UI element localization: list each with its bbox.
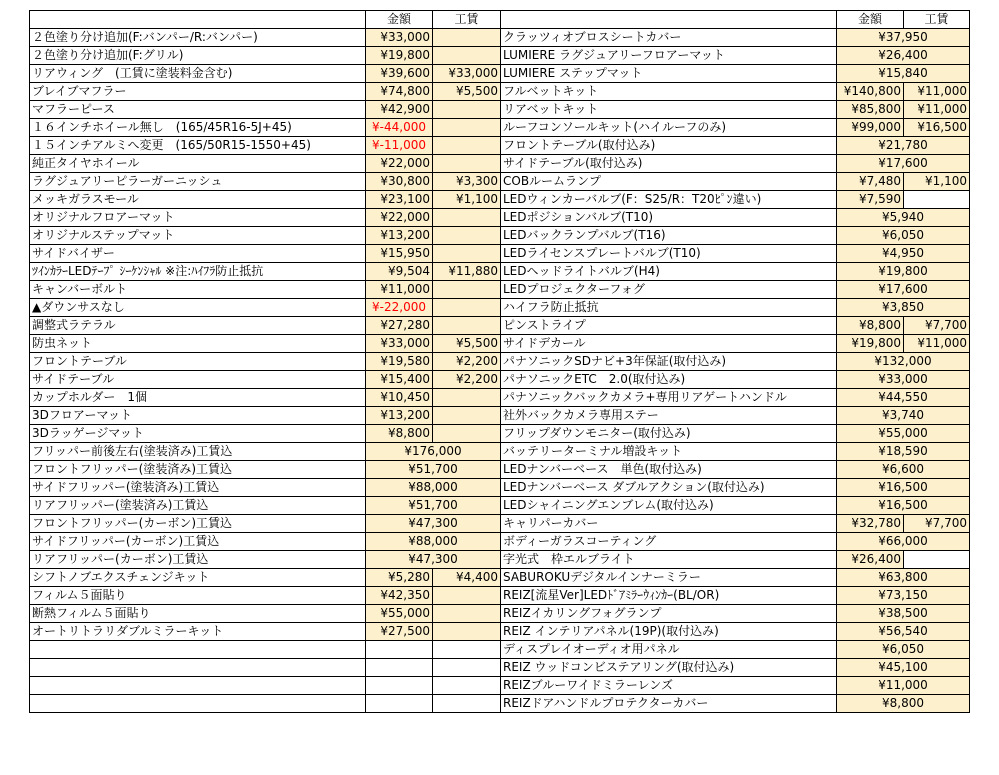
left-item-name: オートリトラリダブルミラーキット <box>30 623 366 641</box>
left-item-name: サイドフリッパー(カーボン)工賃込 <box>30 533 366 551</box>
right-item-price: ¥21,780 <box>837 137 970 155</box>
table-row <box>30 137 970 155</box>
right-item-price: ¥26,400 <box>837 47 970 65</box>
table-row <box>30 299 970 317</box>
left-item-price: ¥176,000 <box>366 443 501 461</box>
right-item-name: REIZ ウッドコンビステアリング(取付込み) <box>501 659 837 677</box>
left-item-price: ¥39,600 <box>366 65 433 83</box>
right-item-price: ¥18,590 <box>837 443 970 461</box>
left-item-price <box>366 659 433 677</box>
right-item-price: ¥6,050 <box>837 227 970 245</box>
left-item-name: フロントテーブル <box>30 353 366 371</box>
left-item-labor <box>433 209 501 227</box>
table-row <box>30 65 970 83</box>
table-row <box>30 407 970 425</box>
right-item-name: パナソニックバックカメラ+専用リアゲートハンドル <box>501 389 837 407</box>
right-item-name: LEDプロジェクターフォグ <box>501 281 837 299</box>
left-item-price: ¥-22,000 <box>366 299 433 317</box>
table-row <box>30 677 970 695</box>
right-item-price: ¥11,000 <box>837 677 970 695</box>
right-item-name: 字光式 枠エルブライト <box>501 551 837 569</box>
left-item-price: ¥22,000 <box>366 209 433 227</box>
right-item-name: ディスプレイオーディオ用パネル <box>501 641 837 659</box>
table-row <box>30 83 970 101</box>
left-item-labor: ¥4,400 <box>433 569 501 587</box>
left-item-price: ¥15,950 <box>366 245 433 263</box>
left-item-labor <box>433 407 501 425</box>
left-item-labor <box>433 623 501 641</box>
left-item-price: ¥88,000 <box>366 479 501 497</box>
left-item-labor: ¥11,880 <box>433 263 501 281</box>
header-price-right: 金額 <box>837 11 904 29</box>
left-item-labor: ¥5,500 <box>433 335 501 353</box>
right-item-name: ハイフラ防止抵抗 <box>501 299 837 317</box>
left-item-price: ¥74,800 <box>366 83 433 101</box>
left-item-labor <box>433 227 501 245</box>
right-item-price: ¥3,850 <box>837 299 970 317</box>
table-row <box>30 335 970 353</box>
left-item-labor <box>433 101 501 119</box>
right-item-name: リアベットキット <box>501 101 837 119</box>
table-row <box>30 155 970 173</box>
right-item-name: LEDシャイニングエンブレム(取付込み) <box>501 497 837 515</box>
left-item-name <box>30 695 366 713</box>
left-item-labor <box>433 587 501 605</box>
right-item-price: ¥63,800 <box>837 569 970 587</box>
left-item-name <box>30 677 366 695</box>
right-item-name: LEDナンバーベース ダブルアクション(取付込み) <box>501 479 837 497</box>
right-item-price: ¥66,000 <box>837 533 970 551</box>
table-row <box>30 659 970 677</box>
left-item-name: 防虫ネット <box>30 335 366 353</box>
right-item-name: REIZブルーワイドミラーレンズ <box>501 677 837 695</box>
table-row <box>30 587 970 605</box>
right-item-name: LEDウィンカーバルブ(F：S25/R：T20ﾋﾟﾝ違い) <box>501 191 837 209</box>
left-item-labor <box>433 137 501 155</box>
left-item-name: サイドフリッパー(塗装済み)工賃込 <box>30 479 366 497</box>
left-item-labor <box>433 119 501 137</box>
right-item-price: ¥8,800 <box>837 695 970 713</box>
left-item-name: フィルム５面貼り <box>30 587 366 605</box>
left-item-name: オリジナルフロアーマット <box>30 209 366 227</box>
left-item-price: ¥33,000 <box>366 29 433 47</box>
right-item-name: REIZ インテリアパネル(19P)(取付込み) <box>501 623 837 641</box>
table-row <box>30 641 970 659</box>
left-item-price: ¥47,300 <box>366 551 501 569</box>
right-item-price: ¥44,550 <box>837 389 970 407</box>
right-item-labor: ¥11,000 <box>904 101 970 119</box>
left-item-price: ¥10,450 <box>366 389 433 407</box>
table-row <box>30 353 970 371</box>
right-item-price: ¥17,600 <box>837 155 970 173</box>
left-item-price: ¥23,100 <box>366 191 433 209</box>
right-item-name: ルーフコンソールキット(ハイルーフのみ) <box>501 119 837 137</box>
right-item-price: ¥16,500 <box>837 497 970 515</box>
left-item-price: ¥33,000 <box>366 335 433 353</box>
left-item-price: ¥-11,000 <box>366 137 433 155</box>
left-item-name: メッキガラスモール <box>30 191 366 209</box>
left-item-name: ﾂｲﾝｶﾗｰLEDﾃｰﾌﾟ ｼｰｹﾝｼｬﾙ ※注:ﾊｲﾌﾗ防止抵抗 <box>30 263 366 281</box>
left-item-name: フリッパー前後左右(塗装済み)工賃込 <box>30 443 366 461</box>
table-row <box>30 389 970 407</box>
right-item-price: ¥19,800 <box>837 335 904 353</box>
right-item-labor: ¥7,700 <box>904 317 970 335</box>
left-item-price: ¥42,900 <box>366 101 433 119</box>
right-item-price: ¥45,100 <box>837 659 970 677</box>
right-item-name: サイドテーブル(取付込み) <box>501 155 837 173</box>
left-item-name <box>30 659 366 677</box>
right-item-price: ¥33,000 <box>837 371 970 389</box>
right-item-labor: ¥7,700 <box>904 515 970 533</box>
right-item-name: ボディーガラスコーティング <box>501 533 837 551</box>
left-item-name: 純正タイヤホイール <box>30 155 366 173</box>
right-item-name: ピンストライプ <box>501 317 837 335</box>
right-item-name: サイドデカール <box>501 335 837 353</box>
table-row <box>30 263 970 281</box>
right-item-name: REIZイカリングフォグランプ <box>501 605 837 623</box>
left-item-price: ¥51,700 <box>366 497 501 515</box>
left-item-price: ¥19,580 <box>366 353 433 371</box>
left-item-name: フロントフリッパー(塗装済み)工賃込 <box>30 461 366 479</box>
table-row <box>30 281 970 299</box>
table-row <box>30 623 970 641</box>
right-item-name: クラッツィオブロスシートカバー <box>501 29 837 47</box>
left-item-name: サイドバイザー <box>30 245 366 263</box>
right-item-name: LUMIERE ステップマット <box>501 65 837 83</box>
right-item-price: ¥85,800 <box>837 101 904 119</box>
left-item-name <box>30 641 366 659</box>
table-row <box>30 245 970 263</box>
right-item-labor <box>904 551 970 569</box>
table-row <box>30 551 970 569</box>
right-item-name: REIZ[流星Ver]LEDﾄﾞｱﾐﾗｰｳｨﾝｶｰ(BL/OR) <box>501 587 837 605</box>
left-item-name: 3Dフロアーマット <box>30 407 366 425</box>
right-item-price: ¥38,500 <box>837 605 970 623</box>
left-item-price: ¥11,000 <box>366 281 433 299</box>
table-row <box>30 425 970 443</box>
right-item-labor: ¥16,500 <box>904 119 970 137</box>
left-item-name: ２色塗り分け追加(F:グリル) <box>30 47 366 65</box>
right-item-price: ¥19,800 <box>837 263 970 281</box>
left-item-name: 断熱フィルム５面貼り <box>30 605 366 623</box>
right-item-name: フルベットキット <box>501 83 837 101</box>
right-item-name: LEDナンバーベース 単色(取付込み) <box>501 461 837 479</box>
left-item-price <box>366 695 433 713</box>
right-item-price: ¥17,600 <box>837 281 970 299</box>
right-item-name: パナソニックETC 2.0(取付込み) <box>501 371 837 389</box>
right-item-name: COBルームランプ <box>501 173 837 191</box>
table-row <box>30 371 970 389</box>
right-item-labor <box>904 191 970 209</box>
left-item-labor <box>433 389 501 407</box>
table-row <box>30 47 970 65</box>
left-item-name: サイドテーブル <box>30 371 366 389</box>
left-item-name: マフラーピース <box>30 101 366 119</box>
right-item-labor: ¥1,100 <box>904 173 970 191</box>
left-item-name: リアフリッパー(塗装済み)工賃込 <box>30 497 366 515</box>
left-item-labor: ¥3,300 <box>433 173 501 191</box>
left-item-name: リアウィング (工賃に塗装料金含む) <box>30 65 366 83</box>
right-item-price: ¥7,590 <box>837 191 904 209</box>
left-item-labor <box>433 695 501 713</box>
right-item-name: SABUROKUデジタルインナーミラー <box>501 569 837 587</box>
right-item-price: ¥73,150 <box>837 587 970 605</box>
right-item-price: ¥132,000 <box>837 353 970 371</box>
right-item-price: ¥32,780 <box>837 515 904 533</box>
left-item-name: ▲ダウンサスなし <box>30 299 366 317</box>
right-item-price: ¥56,540 <box>837 623 970 641</box>
left-item-labor: ¥2,200 <box>433 353 501 371</box>
header-name-right <box>501 11 837 29</box>
right-item-name: バッテリーターミナル増設キット <box>501 443 837 461</box>
right-item-labor: ¥11,000 <box>904 335 970 353</box>
left-item-name: １５インチアルミへ変更 (165/50R15-1550+45) <box>30 137 366 155</box>
left-item-price: ¥13,200 <box>366 407 433 425</box>
table-row <box>30 119 970 137</box>
left-item-labor: ¥33,000 <box>433 65 501 83</box>
left-item-price <box>366 677 433 695</box>
left-item-price <box>366 641 433 659</box>
table-row <box>30 443 970 461</box>
table-row <box>30 227 970 245</box>
left-item-price: ¥51,700 <box>366 461 501 479</box>
right-item-name: LEDヘッドライトバルブ(H4) <box>501 263 837 281</box>
left-item-labor <box>433 47 501 65</box>
left-item-labor <box>433 641 501 659</box>
right-item-name: キャリパーカバー <box>501 515 837 533</box>
left-item-name: ブレイブマフラー <box>30 83 366 101</box>
right-item-price: ¥16,500 <box>837 479 970 497</box>
left-item-price: ¥15,400 <box>366 371 433 389</box>
right-item-price: ¥15,840 <box>837 65 970 83</box>
left-item-labor: ¥1,100 <box>433 191 501 209</box>
right-item-name: フロントテーブル(取付込み) <box>501 137 837 155</box>
right-item-name: LEDバックランプバルブ(T16) <box>501 227 837 245</box>
table-row <box>30 317 970 335</box>
price-list-table <box>29 10 970 713</box>
right-item-name: LEDポジションバルブ(T10) <box>501 209 837 227</box>
left-item-price: ¥13,200 <box>366 227 433 245</box>
left-item-labor <box>433 317 501 335</box>
left-item-labor <box>433 281 501 299</box>
table-row <box>30 29 970 47</box>
header-row <box>30 11 970 29</box>
right-item-price: ¥55,000 <box>837 425 970 443</box>
right-item-price: ¥99,000 <box>837 119 904 137</box>
right-item-name: 社外バックカメラ専用ステー <box>501 407 837 425</box>
left-item-price: ¥19,800 <box>366 47 433 65</box>
left-item-labor: ¥5,500 <box>433 83 501 101</box>
header-name-left <box>30 11 366 29</box>
left-item-price: ¥47,300 <box>366 515 501 533</box>
right-item-name: LUMIERE ラグジュアリーフロアーマット <box>501 47 837 65</box>
left-item-price: ¥27,280 <box>366 317 433 335</box>
right-item-labor: ¥11,000 <box>904 83 970 101</box>
left-item-name: １６インチホイール無し (165/45R16-5J+45) <box>30 119 366 137</box>
right-item-price: ¥37,950 <box>837 29 970 47</box>
table-row <box>30 497 970 515</box>
right-item-price: ¥26,400 <box>837 551 904 569</box>
right-item-price: ¥5,940 <box>837 209 970 227</box>
header-price-left: 金額 <box>366 11 433 29</box>
table-row <box>30 695 970 713</box>
left-item-name: 3Dラッゲージマット <box>30 425 366 443</box>
right-item-name: REIZドアハンドルプロテクターカバー <box>501 695 837 713</box>
left-item-name: カップホルダー 1個 <box>30 389 366 407</box>
right-item-price: ¥6,050 <box>837 641 970 659</box>
header-labor-right: 工賃 <box>904 11 970 29</box>
left-item-price: ¥42,350 <box>366 587 433 605</box>
table-row <box>30 515 970 533</box>
left-item-name: ２色塗り分け追加(F:バンパー/R:バンパー) <box>30 29 366 47</box>
left-item-labor <box>433 659 501 677</box>
left-item-name: キャンバーボルト <box>30 281 366 299</box>
right-item-price: ¥6,600 <box>837 461 970 479</box>
right-item-price: ¥4,950 <box>837 245 970 263</box>
right-item-price: ¥7,480 <box>837 173 904 191</box>
table-row <box>30 209 970 227</box>
table-row <box>30 191 970 209</box>
left-item-name: 調整式ラテラル <box>30 317 366 335</box>
left-item-price: ¥8,800 <box>366 425 433 443</box>
left-item-labor <box>433 29 501 47</box>
right-item-name: パナソニックSDナビ+3年保証(取付込み) <box>501 353 837 371</box>
left-item-name: シフトノブエクスチェンジキット <box>30 569 366 587</box>
left-item-labor <box>433 605 501 623</box>
right-item-name: フリップダウンモニター(取付込み) <box>501 425 837 443</box>
left-item-name: リアフリッパー(カーボン)工賃込 <box>30 551 366 569</box>
left-item-price: ¥88,000 <box>366 533 501 551</box>
left-item-price: ¥30,800 <box>366 173 433 191</box>
table-row <box>30 605 970 623</box>
left-item-price: ¥9,504 <box>366 263 433 281</box>
left-item-labor <box>433 155 501 173</box>
right-item-price: ¥140,800 <box>837 83 904 101</box>
left-item-labor <box>433 245 501 263</box>
left-item-name: ラグジュアリーピラーガーニッシュ <box>30 173 366 191</box>
left-item-labor <box>433 425 501 443</box>
right-item-name: LEDライセンスプレートバルブ(T10) <box>501 245 837 263</box>
right-item-price: ¥3,740 <box>837 407 970 425</box>
table-row <box>30 569 970 587</box>
table-row <box>30 461 970 479</box>
header-labor-left: 工賃 <box>433 11 501 29</box>
left-item-price: ¥-44,000 <box>366 119 433 137</box>
left-item-labor <box>433 677 501 695</box>
table-row <box>30 533 970 551</box>
left-item-labor: ¥2,200 <box>433 371 501 389</box>
left-item-name: フロントフリッパー(カーボン)工賃込 <box>30 515 366 533</box>
left-item-name: オリジナルステップマット <box>30 227 366 245</box>
left-item-price: ¥5,280 <box>366 569 433 587</box>
left-item-price: ¥55,000 <box>366 605 433 623</box>
table-row <box>30 479 970 497</box>
table-row <box>30 173 970 191</box>
right-item-price: ¥8,800 <box>837 317 904 335</box>
left-item-labor <box>433 299 501 317</box>
table-row <box>30 101 970 119</box>
left-item-price: ¥22,000 <box>366 155 433 173</box>
left-item-price: ¥27,500 <box>366 623 433 641</box>
